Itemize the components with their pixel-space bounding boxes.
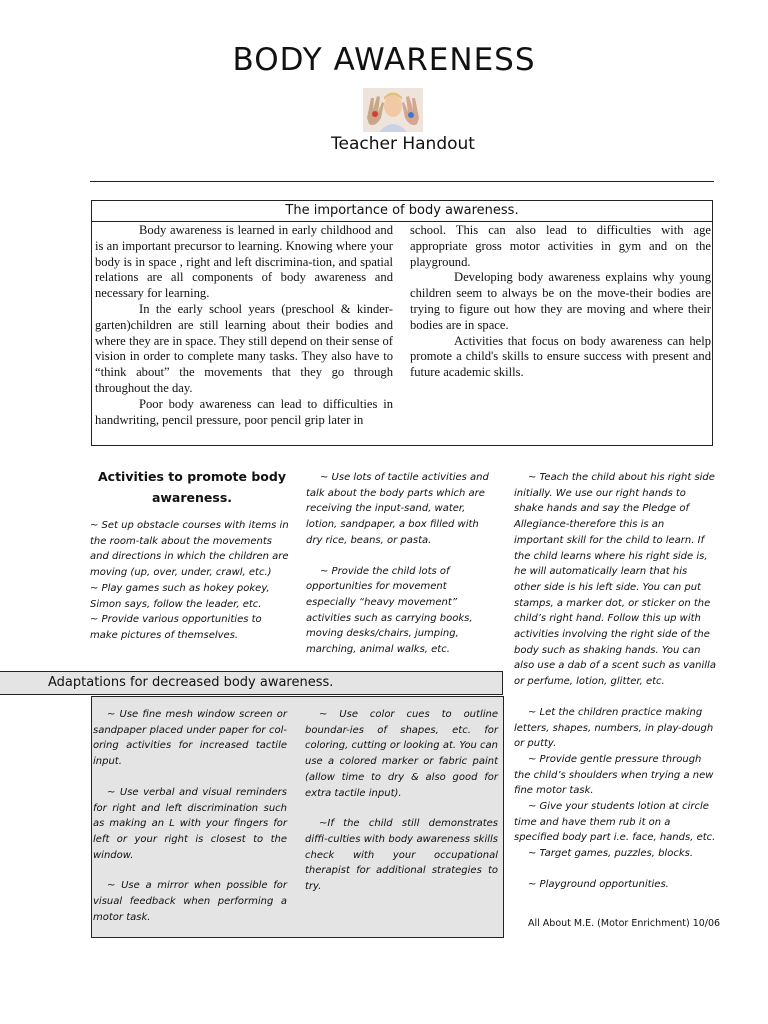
paragraph: Activities that focus on body awareness can help promote a child's skills to ensure success with present and future academic skills. xyxy=(410,333,711,380)
activities-column-2 xyxy=(306,470,496,658)
divider xyxy=(90,181,714,182)
list-item: ~ Let the children practice making letters, shapes, numbers, in play-dough or putty. xyxy=(514,706,714,750)
footer-credit: All About M.E. (Motor Enrichment) 10/06 xyxy=(528,918,721,929)
activities-heading: Activities to promote body awareness. xyxy=(98,469,286,505)
list-item: ~ Use fine mesh window screen or sandpaper placed under paper for col-oring activities for increased tactile input. xyxy=(93,709,287,768)
page-title: BODY AWARENESS xyxy=(232,42,536,78)
list-item: ~If the child still demonstrates diffi-culties with body awareness skills check with your occupational therapist for additional strategies to try. xyxy=(305,818,498,893)
adaptations-column-2 xyxy=(305,707,498,895)
list-item: ~ Use lots of tactile activities and talk about the body parts which are receiving the input-sand, water, lotion, sandpaper, a box filled with dry rice, beans, or pasta. xyxy=(306,472,489,546)
importance-left-column xyxy=(95,223,393,428)
page-subtitle: Teacher Handout xyxy=(331,134,475,154)
list-item: ~ Play games such as hokey pokey, Simon says, follow the leader, etc. xyxy=(90,582,270,610)
list-item: ~ Provide gentle pressure through the child’s shoulders when trying a new fine motor task. xyxy=(514,753,714,797)
paragraph: school. This can also lead to difficulties with age appropriate gross motor activities in gym and on the playground. xyxy=(410,223,711,269)
paragraph: In the early school years (preschool & kinder-garten)children are still learning about their bodies and where they are in space. They still depend on their sense of vision in order to complete many tasks. They also have to “think about” the movements that they go through throughout the day. xyxy=(95,301,393,395)
adaptations-heading: Adaptations for decreased body awareness. xyxy=(0,671,503,695)
list-item: ~ Give your students lotion at circle time and have them rub it on a specified body part i.e. face, hands, etc. xyxy=(514,801,716,844)
importance-right-column xyxy=(410,223,711,381)
paragraph: Poor body awareness can lead to difficulties in handwriting, pencil pressure, poor pencil grip later in xyxy=(95,396,393,427)
list-item: ~ Teach the child about his right side initially. We use our right hands to shake hands and say the Pledge of Allegiance-therefore this is an important skill for the child to learn. If the child learns where his right side is, he will automatically learn that his other side is his left side. You can put stamps, a marker dot, or sticker on the child’s right hand. Follow this up with activities involving the right side of the body such as shaking hands. You can also use a dab of a scent such as vanilla or perfume, lotion, glitter, etc. xyxy=(514,472,716,688)
list-item: ~ Provide various opportunities to make pictures of themselves. xyxy=(90,614,262,641)
child-hands-photo xyxy=(363,88,423,132)
list-item: ~ Provide the child lots of opportunities for movement especially “heavy movement” activities such as carrying books, moving desks/chairs, jumping, marching, animal walks, etc. xyxy=(306,565,473,656)
list-item: ~ Use color cues to outline boundar-ies of shapes, etc. for coloring, cutting or looking at. You can use a colored marker or fabric paint (allow time to dry & also good for extra tactile input). xyxy=(305,709,498,799)
paragraph: Body awareness is learned in early childhood and is an important precursor to learning. Knowing where your body is in space , right and left discrimina-tion, and spatial relations are all components of body awareness and necessary for learning. xyxy=(95,223,393,301)
list-item: ~ Target games, puzzles, blocks. xyxy=(528,848,693,860)
list-item: ~ Playground opportunities. xyxy=(528,878,669,890)
activities-column-1 xyxy=(90,518,290,644)
adaptations-column-1 xyxy=(93,707,287,925)
importance-heading: The importance of body awareness. xyxy=(91,200,713,222)
list-item: ~ Set up obstacle courses with items in the room-talk about the movements and directions in which the children are moving (up, over, under, crawl, etc.) xyxy=(90,520,289,579)
list-item: ~ Use verbal and visual reminders for right and left discrimination such as making an L with your fingers for left or your right is closest to the window. xyxy=(93,786,287,861)
list-item: ~ Use a mirror when possible for visual feedback when performing a motor task. xyxy=(93,880,287,923)
activities-column-3 xyxy=(514,470,716,893)
paragraph: Developing body awareness explains why young children seem to always be on the move-their bodies are trying to figure out how they are moving and where their bodies are in space. xyxy=(410,270,711,332)
